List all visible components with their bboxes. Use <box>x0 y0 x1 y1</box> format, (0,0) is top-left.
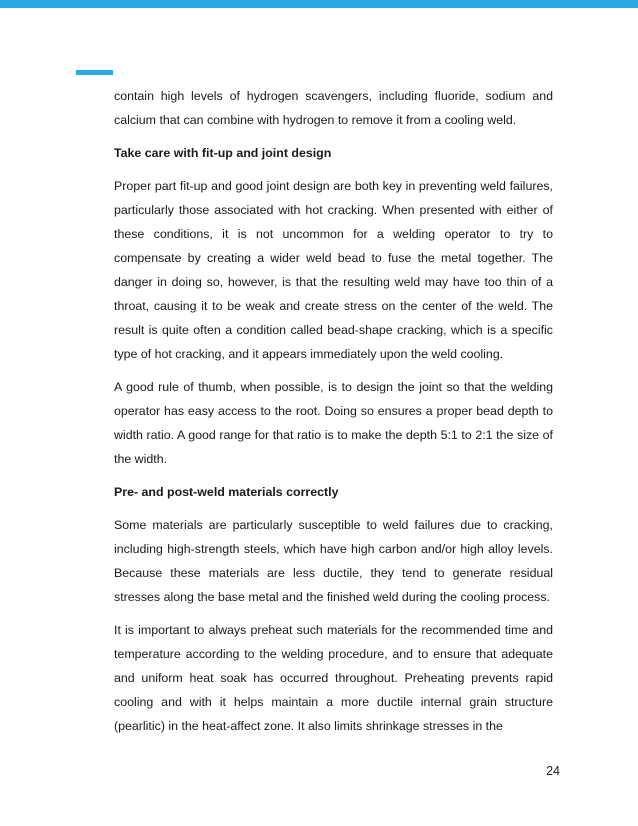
paragraph-susceptible-materials: Some materials are particularly susceptible to weld failures due to cracking, including high-strength steels, which have high carbon and/or high alloy levels. Because these materials are less ductile, they tend to generate residual stresses along the base metal and the finished weld during the cooling process. <box>114 518 553 604</box>
section-accent-bar <box>76 70 113 75</box>
heading-pre-post-weld: Pre- and post-weld materials correctly <box>114 485 339 499</box>
paragraph-fit-up: Proper part fit-up and good joint design are both key in preventing weld failures, particularly those associated with hot cracking. When presented with either of these conditions, it is not uncommon for a welding operator to try to compensate by creating a wider weld bead to fuse the metal together. The danger in doing so, however, is that the resulting weld may have too thin of a throat, causing it to be weak and create stress on the center of the weld. The result is quite often a condition called bead-shape cracking, which is a specific type of hot cracking, and it appears immediately upon the weld cooling. <box>114 179 553 361</box>
paragraph-rule-of-thumb: A good rule of thumb, when possible, is to design the joint so that the welding operator has easy access to the root. Doing so ensures a proper bead depth to width ratio. A good range for that ratio is to make the depth 5:1 to 2:1 the size of the width. <box>114 380 553 466</box>
heading-fit-up-joint-design: Take care with fit-up and joint design <box>114 146 332 160</box>
paragraph-preheat: It is important to always preheat such materials for the recommended time and temperature according to the welding procedure, and to ensure that adequate and uniform heat soak has occurred throughout. Preheating prevents rapid cooling and with it helps maintain a more ductile internal grain structure (pearlitic) in the heat-affect zone. It also limits shrinkage stresses in the <box>114 623 553 733</box>
paragraph-hydrogen-scavengers: contain high levels of hydrogen scavengers, including fluoride, sodium and calcium that can combine with hydrogen to remove it from a cooling weld. <box>114 89 553 127</box>
top-accent-band <box>0 0 638 8</box>
document-body <box>114 84 553 747</box>
page-number: 24 <box>546 764 560 778</box>
